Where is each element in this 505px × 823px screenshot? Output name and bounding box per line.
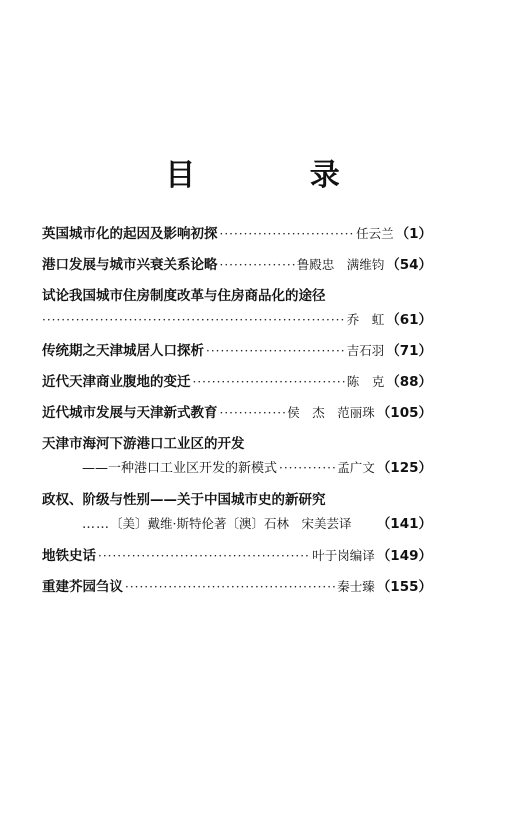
toc-entry <box>42 286 432 330</box>
entry-author: 任云兰 <box>356 226 394 241</box>
entry-author: 孟广文 <box>337 460 375 475</box>
entry-author: 陈 克 <box>346 374 385 389</box>
entry-author: 秦士臻 <box>337 579 375 594</box>
entry-title: 近代城市发展与天津新式教育 <box>42 405 218 421</box>
entry-page: （149） <box>376 548 432 564</box>
dot-leader <box>125 577 335 597</box>
entry-page: （54） <box>386 257 432 273</box>
toc-entry <box>42 577 432 597</box>
entry-title: 港口发展与城市兴衰关系论略 <box>42 257 218 273</box>
entry-page: （1） <box>395 226 432 242</box>
table-of-contents <box>42 224 432 608</box>
dot-leader <box>98 546 310 566</box>
page-title: 目 录 <box>165 158 392 193</box>
entry-page: （88） <box>386 374 432 390</box>
entry-page: （61） <box>386 312 432 328</box>
entry-title: 传统期之天津城居人口探析 <box>42 343 204 359</box>
entry-author: 叶于岗编译 <box>312 548 375 563</box>
entry-title: 试论我国城市住房制度改革与住房商品化的途径 <box>42 288 326 304</box>
toc-entry <box>42 490 432 535</box>
entry-page: （141） <box>376 516 432 532</box>
entry-author: 吉石羽 <box>346 343 385 358</box>
entry-title: 地铁史话 <box>42 548 96 564</box>
toc-entry <box>42 434 432 479</box>
dot-leader: …… <box>82 517 110 532</box>
entry-page: （105） <box>376 405 432 421</box>
entry-subtitle: ——一种港口工业区开发的新模式 <box>82 461 278 476</box>
entry-author: 〔美〕戴维·斯特伦著〔澳〕石林 宋美芸译 <box>110 516 352 531</box>
dot-leader <box>220 255 295 275</box>
entry-page: （155） <box>376 579 432 595</box>
toc-entry <box>42 224 432 244</box>
dot-leader <box>42 310 345 330</box>
toc-entry <box>42 403 432 423</box>
toc-entry <box>42 341 432 361</box>
entry-author: 乔 虹 <box>346 312 385 327</box>
entry-title: 近代天津商业腹地的变迁 <box>42 374 191 390</box>
dot-leader <box>220 224 355 244</box>
dot-leader <box>206 341 345 361</box>
toc-entry <box>42 255 432 275</box>
dot-leader <box>279 458 335 478</box>
dot-leader <box>220 403 286 423</box>
entry-title: 重建芥园刍议 <box>42 579 123 595</box>
entry-author: 侯 杰 范丽珠 <box>287 405 375 420</box>
entry-title: 英国城市化的起因及影响初探 <box>42 226 218 242</box>
entry-page: （125） <box>376 460 432 476</box>
dot-leader <box>193 372 345 392</box>
entry-title: 天津市海河下游港口工业区的开发 <box>42 436 245 452</box>
toc-entry <box>42 546 432 566</box>
entry-page: （71） <box>386 343 432 359</box>
entry-author: 鲁殿忠 满维钧 <box>296 257 385 272</box>
entry-title: 政权、阶级与性别——关于中国城市史的新研究 <box>42 492 326 508</box>
toc-entry <box>42 372 432 392</box>
